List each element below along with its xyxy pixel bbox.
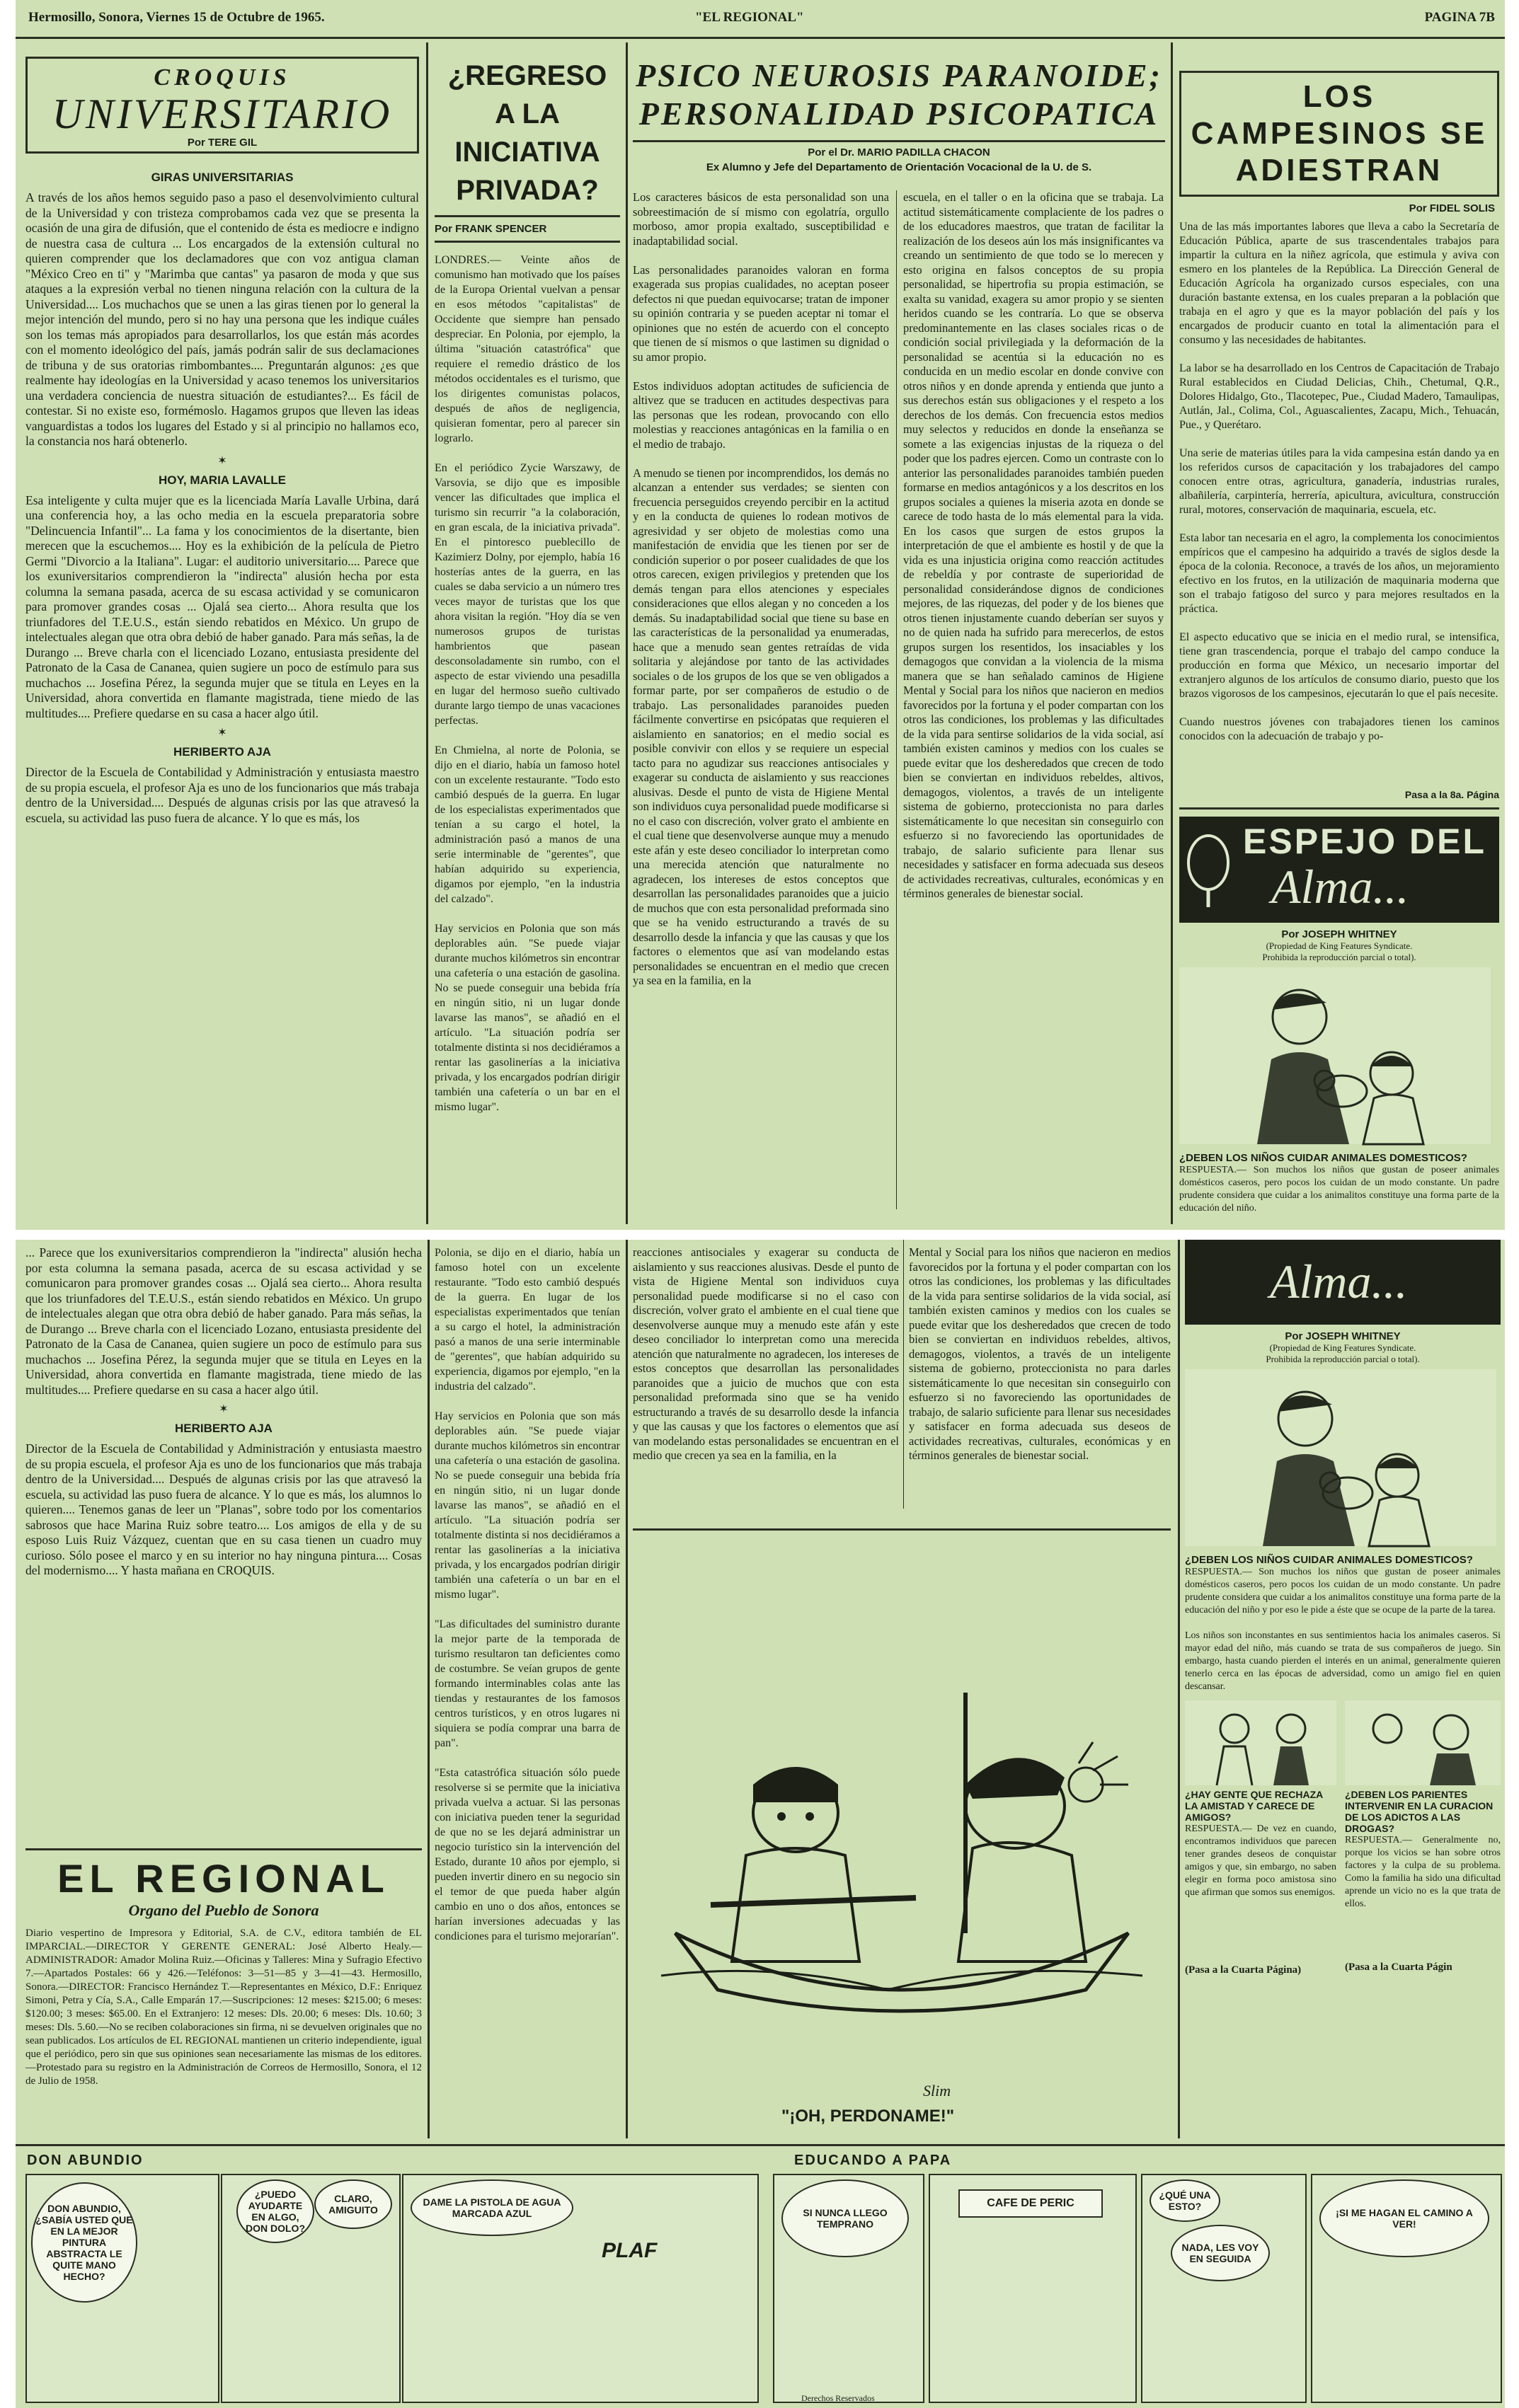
espejo-question-3: ¿DEBEN LOS PARIENTES INTERVENIR EN LA CURACION DE LOS ADICTOS A LAS DROGAS? — [1345, 1789, 1494, 1834]
speech-bubble: NADA, LES VOY EN SEGUIDA — [1171, 2225, 1270, 2281]
star-divider: ✶ — [217, 454, 227, 467]
regreso-title: ¿REGRESO A LA INICIATIVA PRIVADA? — [447, 60, 607, 206]
father-boy-dog-illustration — [1185, 1369, 1496, 1546]
header-paper-name: "EL REGIONAL" — [695, 10, 804, 25]
father-boy-dog-illustration — [1179, 967, 1491, 1144]
regreso-continuation — [435, 1245, 620, 2137]
speech-bubble: ¡SI ME HAGAN EL CAMINO A VER! — [1319, 2179, 1489, 2257]
boat-hunters-illustration — [633, 1537, 1171, 2075]
espejo-question: ¿DEBEN LOS NIÑOS CUIDAR ANIMALES DOMESTICOS? — [1179, 1152, 1467, 1164]
espejo-answer: RESPUESTA.— Son muchos los niños que gustan de poseer animales domésticos caseros, pero pocos los cuidan de un modo constante. Un padre prudente considera que cuidar a los animalitos constituye una forma parte de la educación del niño. — [1179, 1165, 1502, 1214]
section-rule — [633, 1528, 1171, 1531]
espejo-banner — [1179, 817, 1499, 923]
column-rule — [626, 1240, 628, 2138]
croquis-text-3: Director de la Escuela de Contabilidad y Administración y entusiasta maestro de su propia escuela, el profesor Aja es uno de los funcionarios que más trabaja dentro de la Universidad.... Después de algunas crisis por las que atravesó la escuela, su actividad las puso fuera de alcance. Y lo que es más, los — [25, 765, 423, 825]
croquis-byline: Por TERE GIL — [187, 137, 258, 149]
column-rule — [903, 1240, 904, 1509]
newspaper-page-top — [16, 0, 1505, 1230]
psico-cont-b: Mental y Social para los niños que nacieron en medios favorecidos por la fortuna y el poder compartan con los otros las condiciones, los problemas y las dificultades de la vida para sentirse solidarios de la vida social, así también existen caminos y medios con los cuales se puede evitar que los desheredados que crecen de todo bien se conviertan en individuos rebeldes, altivos, demagogos, violentos, a través de un inteligente sistema de gobierno, proteccionista no para darles sistemáticamente lo que necesitan sin conseguirlo con esfuerzo si no favoreciendo las oportunidades de trabajo, de salario suficiente para llenar sus necesidades y satisfacer en forma adecuada sus deseos de actividades recreativas, culturales, económicas y en términos generales de bienestar social. — [909, 1245, 1174, 1462]
croquis-cont-end: Director de la Escuela de Contabilidad y Administración y entusiasta maestro de su propia escuela, el profesor Aja es uno de los funcionarios que más trabaja dentro de la Universidad.... Después de algunas crisis por las que atravesó la escuela, su actividad las puso fuera de alcance. Y lo que es más, los alumnos lo quieren.... Tenemos ganas de leer un "Planas", sobre todo por los comentarios sabrosos que hace Marina Ruiz sobre teatro.... Los amigos de ella y de su esposo Luis Ruiz Vázquez, cuentan que en su casa tienen un cuadro muy curioso. Sólo posee el marco y en su interior no hay ninguna pintura.... Cosas del modernismo.... Y hasta mañana en CROQUIS. — [25, 1441, 425, 1577]
espejo-pasa-2: (Pasa a la Cuarta Págin — [1345, 1961, 1452, 1973]
espejo-credit-2: Prohibida la reproducción parcial o total). — [1266, 1354, 1420, 1364]
espejo-pasa-1: (Pasa a la Cuarta Página) — [1185, 1964, 1302, 1976]
campesinos-header-box — [1179, 71, 1499, 197]
speech-bubble: DON ABUNDIO, ¿SABÍA USTED QUE EN LA MEJOR PINTURA ABSTRACTA LE QUITE MANO HECHO? — [31, 2182, 137, 2303]
espejo-answer-3: RESPUESTA.— Generalmente no, porque los vicios se han sobre otros factores y la culpa de su problema. Como la familia ha sido una dificultad aprende un vicio no es la que trata de ellos. — [1345, 1835, 1503, 1909]
espejo-q2-column — [1185, 1700, 1339, 2033]
espejo-word-2: Alma... — [1270, 1255, 1408, 1308]
regreso-column — [435, 57, 620, 1224]
section-rule — [1179, 807, 1499, 810]
family-illustration — [1345, 1700, 1501, 1785]
comics-rule — [16, 2144, 1505, 2146]
masthead-title: EL REGIONAL — [57, 1856, 390, 1901]
mirror-icon — [1183, 831, 1233, 909]
cartoonist-signature: Slim — [923, 2082, 951, 2099]
sound-effect: PLAF — [602, 2239, 658, 2262]
psico-continuation-b — [909, 1245, 1174, 1528]
star-divider: ✶ — [217, 727, 227, 739]
espejo-word-1: ESPEJO DEL — [1243, 822, 1486, 861]
byline-rule — [435, 241, 620, 243]
friends-illustration — [1185, 1700, 1336, 1785]
comic-panel-3 — [402, 2174, 759, 2403]
espejo-byline: Por JOSEPH WHITNEY — [1281, 928, 1397, 940]
regreso-byline: Por FRANK SPENCER — [435, 223, 547, 235]
comic-panel-6 — [1141, 2174, 1307, 2403]
page-header — [16, 0, 1505, 39]
regreso-cont-text: Polonia, se dijo en el diario, había un famoso hotel con un excelente restaurante. "Todo esto cambió después de la guerra. En lugar de los especialistas experimentados que tenían a su cargo el hotel, la administración pasó a manos de una serie interminable de "gerentes", que habían adquirido su experiencia, digamos por ejemplo, "en la industria del calzado". Hay servicios en Polonia que son más deplorables aún. "Se puede viajar durante muchos kilómetros sin encontrar una cafetería o una estación de gasolina. No se puede conseguir una bebida fría en ningún sitio, ni un lugar donde lavarse las manos", se añadió en el artículo. "La situación podría ser totalmente distinta si nos decidiéramos a rentar las gasolinerías a la iniciativa privada, y los encargados podrían dirigir también una cafetería o un bar en el mismo lugar". "Las dificultades del suministro durante la mejor parte de la temporada de turismo resultaron tan deficientes como de costumbre. Se veían grupos de gente formando interminables colas ante las tiendas y restaurantes de los famosos centros turísticos, y en otros lugares ni siquiera se podía comprar una barra de pan". "Esta catastrófica situación sólo puede resolverse si se permite que la iniciativa privada vuelva a actuar. Si las personas con iniciativa pueden tener la seguridad de que no se les dejará administrar un negocio turístico sin la intervención del Estado, durante 10 años por ejemplo, si pueden invertir dinero en su negocio sin el temor de que pueda haber algún cambio en uno o dos años, entonces se harían inversiones adecuadas y las condiciones para el turismo mejorarían". — [435, 1247, 620, 1942]
comic-panel-5 — [929, 2174, 1137, 2403]
campesinos-text: Una de las más importantes labores que lleva a cabo la Secretaría de Educación Pública, aparte de sus trascendentales trabajos para impartir la cultura en la niñez agrícola, que estimula y aviva con esmero en los planteles de la República. La Dirección General de Educación Agrícola ha organizado cursos especiales, con una duración bastante extensa, en los cuales preparan a la población que trabaja en el agro y que es la mayor población del país y los encargados de producir cuanto en total la alimentación para el consumo y las necesidades de habitantes. La labor se ha desarrollado en los Centros de Capacitación de Trabajo Rural establecidos en Ciudad Delicias, Chih., Chetumal, Q.R., Dolores Hidalgo, Gto., Tlacotepec, Pue., Ciudad Madero, Tamaulipas, Autlán, Jal., Colima, Col., Aguascalientes, Zacapu, Mich., Tehuacán, Pue., y Querétaro. Una serie de materias útiles para la vida campesina están dando ya en los referidos cursos de capacitación y los trabajadores del campo conocen entre otras, agricultura, ganadería, industrias rurales, albañilería, carpintería, herrería, apicultura, avicultura, construcción rural, motores, conservación de maquinaria, escuela, etc. Esta labor tan necesaria en el agro, la complementa los conocimientos empíricos que el campesino ha adquirido a través de siglos desde la época de la colonia. Reconoce, a través de los años, un mejoramiento efectivo en los frutos, en la utilización de maquinaria moderna que son el trabajo fatigoso del surco y para mejores resultados en la práctica. El aspecto educativo que se inicia en el medio rural, se intensifica, tiene gran trascendencia, porque el trabajo del campo conduce la producción en forma que México, un necesario importar del extranjero algunos de los artículos de consumo diario, puesto que los brazos vigorosos de los campesinos, ejecutarán lo que el país necesite. Cuando nuestros jóvenes con trabajadores tienen los caminos conocidos con la adecuación de trabajo y po- — [1179, 221, 1499, 742]
column-rule — [626, 42, 628, 1224]
comic-title-educando-a-papa: EDUCANDO A PAPA — [794, 2153, 952, 2168]
croquis-subhead-2: HOY, MARIA LAVALLE — [158, 473, 287, 487]
psico-byline-2: Ex Alumno y Jefe del Departamento de Orientación Vocacional de la U. de S. — [706, 161, 1092, 173]
comic-panel-1 — [25, 2174, 219, 2403]
cartoon-caption: "¡OH, PERDONAME!" — [781, 2107, 955, 2126]
espejo-banner — [1185, 1240, 1501, 1325]
psico-cont-a: reacciones antisociales y exagerar su conducta de aislamiento y sus reacciones alusivas. Desde el punto de vista de Higiene Mental son individuos cuya personalidad puede modificarse si no el caso con discreción, volver grato el ambiente en el cual tiene que desenvolverse aunque muy a menudo este afán y este deseo conciliador lo interpretan como una merecida atención que naturalmente no agradecen, los intereses de estos conceptos que desarrollan las personalidades paranoides que a juicio de muchos que con esta personalidad preformada sino que se ha venido estructurando a través de su desarrollo desde la infancia y que las causas y que los factores o elementos que así van modelando estas personalidades se encuentran en el medio que crecen ya sea en la familia, en la — [633, 1245, 902, 1462]
psico-title: PSICO NEUROSIS PARANOIDE; PERSONALIDAD PSICOPATICA — [636, 57, 1162, 132]
speech-bubble: CLARO, AMIGUITO — [314, 2179, 392, 2229]
espejo-answer-2: RESPUESTA.— De vez en cuando, encontramos individuos que parecen tener grandes deseos de conquistar amigos y que, sin embargo, no saben elegir en forma poco amistosa sino que afirman que somos sus enemigos. — [1185, 1824, 1339, 1898]
croquis-header-box — [25, 57, 419, 154]
croquis-text-2: Esa inteligente y culta mujer que es la licenciada María Lavalle Urbina, dará una conferencia hoy, a las ocho media en la escuela preparatoria sobre "Delincuencia Infantil"... La fama y los conocimientos de la disertante, bien merecen que la escuchemos.... Hoy es la exhibición de la película de Pietro Germi "Divorcio a la Italiana". Lugar: el auditorio universitario.... Parece que los exuniversitarios comprendieron la "indirecta" alusión hecha por esta columna la semana pasada, acerca de su escasa actividad y se comunicaron para promover grandes cosas ... Ojalá sea cierto... Ahora resulta que los triunfadores del T.E.U.S., están siendo rebatidos en México. Un grupo de intelectuales alegan que otra obra debió de haber ganado. Para más señas, la de Durango ... Breve charla con el licenciado Lozano, entusiasta presidente del Patronato de la Casa de Cananea, quien sugiere un poco de estímulo para sus muchachos ... Josefina Pérez, la segunda mujer que se titula en Leyes en la Universidad, ahora convertida en flamante magistrada, tiene miedo de las multitudes.... Prefiere quedarse en su casa a hacer algo útil. — [25, 492, 423, 720]
campesinos-continue: Pasa a la 8a. Página — [1404, 789, 1499, 800]
espejo-lower — [1185, 1700, 1501, 2033]
speech-bubble: ¿PUEDO AYUDARTE EN ALGO, DON DOLO? — [236, 2179, 314, 2243]
espejo-q3-column — [1345, 1700, 1501, 2033]
masthead-text: Diario vespertino de Impresora y Editorial, S.A. de C.V., editora también de EL IMPARCIAL.—DIRECTOR Y GERENTE GENERAL: José Alberto Healy.—ADMINISTRADOR: Amador Molina Ruiz.—Oficinas y Talleres: Mina y Sufragio Efectivo 7.—Apartados Postales: 66 y 426.—Teléfonos: 3—51—85 y 3—41—43. Hermosillo, Sonora.—DIRECTOR: Francisco Hernández T.—Representantes en México, D.F.: Enriquez Simoni, Petra y Cía, S.A., Calle Emparán 17.—Suscripciones: 12 meses: $215.00; 6 meses: $120.00; 3 meses: $65.00. En el Extranjero: 12 meses: Dls. 20.00; 6 meses: Dls. 10.60; 3 meses: Dls. 5.60.—No se reciben colaboraciones sin firma, ni se devuelven originales que no sean publicados. Los artículos de EL REGIONAL mantienen un criterio independiente, igual que el periódico, pero sin que sus opiniones sean necesariamente las mismas de los editores.—Protestado para su registro en la Administración de Correos de Hermosillo, Sonora, el 12 de Julio de 1958. — [25, 1928, 425, 2087]
psico-text-b: escuela, en el taller o en la oficina que se trabaja. La actitud sistemáticamente complaciente de los padres o de los educadores maestros, que tratan de facilitar la realización de los deseos aún los más insignificantes va creando un sentimiento de que todo se lo merecen y esto origina en falsos conceptos de su propia personalidad, se hipertrofia su propia estimación, se exalta su vanidad, exagera su amor propio y se sienten heridos cuando se les contraría. Lo que se observa predominantemente en las clases sociales ricas o de condición social privilegiada y la deformación de la personalidad se acentúa si la educación no es conducida en un medio escolar en donde convive con otros niños y en donde aprenda y entienda que junto a sus derechos están sus obligaciones y el respeto a los derechos de los demás. Con frecuencia estos medios muy selectos y reducidos en donde la enseñanza se somete a las exigencias injustas de la riqueza o del poder que los padres ejercen. Como un contraste con lo anterior las personalidades paranoides también pueden formarse en medios antagónicos y a los descritos en los grupos sociales a quienes la miseria azota en donde se carece de todo hasta de lo más elemental para la vida. En los casos que surgen de estos grupos la interpretación de que el ambiente es hostil y de que la vida es una injusticia origina como reacción actitudes de rebeldía y por contraste de superioridad de personalidad considerándose dignos de condiciones mejores, de las riquezas, del poder y de los bienes que otros tienen injustamente cuando deberían ser suyos y no de quien nada ha sufrido para merecerlos, de estos grupos surgen los resentidos, los insaciables y los demagogos que convidan a la violencia de la misma manera que se han señalado caminos de Higiene Mental y Social para los niños que nacieron en medios favorecidos por la fortuna y el poder compartan con los otros las condiciones, los problemas y las dificultades de la vida para sentirse solidarios de la vida social, así también existen caminos y medios con los cuales se puede evitar que los desheredados que crecen de todo bien se conviertan en individuos rebeldes, altivos, demagogos, violentos, a través de un inteligente sistema de gobierno, proteccionista no para darles sistemáticamente lo que necesitan sin conseguirlo con esfuerzo si no favoreciendo las oportunidades de trabajo, de salario suficiente para llenar sus necesidades y satisfacer en forma adecuada sus deseos de actividades recreativas, culturales, económicas y en términos generales de bienestar social. — [903, 190, 1167, 900]
column-rule — [896, 190, 897, 1209]
column-rule — [1178, 1240, 1180, 2138]
espejo-column — [1185, 1240, 1501, 2138]
header-dateline: Hermosillo, Sonora, Viernes 15 de Octubre de 1965. — [28, 10, 325, 25]
espejo-byline: Por JOSEPH WHITNEY — [1285, 1330, 1401, 1342]
croquis-title: UNIVERSITARIO — [52, 91, 393, 137]
psico-continuation-a — [633, 1245, 902, 1528]
column-rule — [428, 1240, 430, 2138]
comic-panel-7 — [1311, 2174, 1502, 2403]
cafe-sign: CAFE DE PERIC — [958, 2189, 1103, 2218]
comic-title-don-abundio: DON ABUNDIO — [27, 2153, 144, 2168]
title-rule — [633, 140, 1165, 142]
croquis-cont-text: ... Parece que los exuniversitarios comprendieron la "indirecta" alusión hecha por esta columna la semana pasada, acerca de su escasa actividad y se comunicaron para promover grandes cosas ... Ojalá sea cierto... Ahora resulta que los triunfadores del T.E.U.S., están siendo rebatidos en México. Un grupo de intelectuales alegan que otra obra debió de haber ganado. Para más señas, la de Durango ... Breve charla con el licenciado Lozano, entusiasta presidente del Patronato de la Casa de Cananea, quien sugiere un poco de estímulo para sus muchachos ... Josefina Pérez, la segunda mujer que se titula en Leyes en la Universidad, ahora convertida en flamante magistrada, tiene miedo de las multitudes.... Prefiere quedarse en su casa a hacer algo útil. — [25, 1245, 425, 1397]
espejo-word-2: Alma... — [1271, 860, 1409, 914]
croquis-column — [25, 57, 423, 1224]
header-page-number: PAGINA 7B — [1424, 10, 1495, 25]
regreso-text: LONDRES.— Veinte años de comunismo han motivado que los países de la Europa Oriental vuelvan a pensar en esos métodos "capitalistas" de Occidente que siempre han pensado despreciar. En Polonia, por ejemplo, la última "situación catastrófica" que requiere el remedio drástico de los métodos occidentales es el turismo, que los dirigentes comunistas polacos, después de años de negligencia, quisieran fomentar, pero al parecer sin lograrlo. En el periódico Zycie Warszawy, de Varsovia, se dijo que es imposible vencer las dificultades que implica el turismo sin recurrir "a la colaboración, en gran escala, de la iniciativa privada". En el pintoresco pueblecillo de Kazimierz Dolny, por ejemplo, había 16 hosterías antes de la guerra, en las cuales se daba servicio a un número tres veces mayor de turistas que los que ahora visitan la región. "Hoy día se ven numerosos grupos de turistas hambrientos que pasean desconsoladamente sin rumbo, con el aspecto de estar viviendo una pesadilla en lugar del hermoso sueño cultivado durante largo tiempo de unas vacaciones perfectas. En Chmielna, al norte de Polonia, se dijo en el diario, había un famoso hotel con un excelente restaurante. "Todo esto cambió después de la guerra. En lugar de los especialistas experimentados que tenían a su cargo el hotel, la administración pasó a manos de una serie interminable de "gerentes", que habían adquirido su experiencia, digamos por ejemplo, "en la industria del calzado". Hay servicios en Polonia que son más deplorables aún. "Se puede viajar durante muchos kilómetros sin encontrar una cafetería o una estación de gasolina. No se puede conseguir una bebida fría en ningún sitio, ni un lugar donde lavarse las manos", se añadió en el artículo. "La situación podría ser totalmente distinta si nos decidiéramos a rentar las gasolinerías a la iniciativa privada, y los encargados podrían dirigir también una cafetería o un bar en el mismo lugar". — [435, 254, 620, 1113]
croquis-cont-subhead: HERIBERTO AJA — [175, 1422, 273, 1435]
campesinos-title: LOS CAMPESINOS SE ADIESTRAN — [1191, 79, 1488, 188]
section-rule — [25, 1848, 422, 1850]
cartoon-panel — [633, 1537, 1171, 2131]
espejo-credit-1: (Propiedad de King Features Syndicate. — [1269, 1342, 1416, 1353]
speech-bubble: SI NUNCA LLEGO TEMPRANO — [781, 2179, 909, 2257]
croquis-subhead-3: HERIBERTO AJA — [173, 745, 271, 759]
masthead-subtitle: Organo del Pueblo de Sonora — [128, 1901, 319, 1919]
speech-bubble: ¿QUÉ UNA ESTO? — [1150, 2179, 1220, 2222]
speech-bubble: DAME LA PISTOLA DE AGUA MARCADA AZUL — [411, 2179, 573, 2236]
campesinos-byline: Por FIDEL SOLIS — [1409, 202, 1495, 214]
croquis-kicker: CROQUIS — [154, 64, 291, 91]
croquis-subhead-1: GIRAS UNIVERSITARIAS — [151, 171, 294, 184]
comic-panel-4 — [773, 2174, 924, 2403]
espejo-answer: RESPUESTA.— Son muchos los niños que gustan de poseer animales domésticos caseros, pero pocos los cuidan de un modo constante. Un padre prudente considera que cuidar a los animalitos constituye una forma parte de la educación del niño y por eso le pide a éste que se ocupe de la parte de la tarea. Los niños son inconstantes en sus sentimientos hacia los animales caseros. Si mayor edad del niño, más cuando se trata de sus compañeros de juego. Sin embargo, hasta cuando pierden el interés en un animal, generalmente quieren tenerlo cerca en las épocas de adversidad, como un amigo fiel en quien descansar. — [1185, 1567, 1501, 1692]
croquis-text-1: A través de los años hemos seguido paso a paso el desenvolvimiento cultural de la Universidad y con tristeza comprobamos cada vez que se presenta la ocasión de una gira de difusión, que el contenido de ésta es mediocre e indigno de nuestra casa de cultura ... Los encargados de la extensión cultural no quieren comprender que los declamadores que con voz antigua claman "México Creo en ti" y "Marimba que cantas" ya pasaron de moda y que sus ataques a la expresión verbal no tienen ninguna relación con la cultura de la Universidad.... Los muchachos que se unen a las giras tienen por lo general la mejor intención del mundo, pero si no hay una persona que les indique cuáles son los temas más apropiados para desarrollarlos, los que están más acordes con el momento ideológico del país, jamás podrán salir de sus declamaciones de tribuna y de sus oratorias rimbombantes.... Preguntarán algunos: ¿es que realmente hay ideologías en la Universidad y acaso tenemos los universitarios una verdadera conciencia de nuestra situación de estudiantes?... Es fácil de contestar. Si no existe eso, formémoslo. Hagamos grupos que lleven las ideas vanguardistas a todos los lugares del Estado y si al principio no hallamos eco, la constancia nos hará obtenerlo. — [25, 190, 423, 448]
campesinos-column — [1179, 71, 1502, 1217]
espejo-question-2: ¿HAY GENTE QUE RECHAZA LA AMISTAD Y CARECE DE AMIGOS? — [1185, 1789, 1323, 1823]
psico-text-a: Los caracteres básicos de esta personalidad son una sobreestimación de sí mismo con egolatría, orgullo morboso, amor propia exaltado, susceptibilidad e inadaptabilidad social. Las personalidades paranoides valoran en forma exagerada sus propias cualidades, no aceptan poseer defectos ni que puedan equivocarse; tratan de imponer su opinión contraria y se pueden aceptar ni tomar el opiniones que no estén de acuerdo con el concepto que tienen de sí mismos o que lastimen su dignidad o su amor propio. Estos individuos adoptan actitudes de suficiencia de altivez que se traducen en actitudes despectivas para las personas que les rodean, provocando con ello molestias y reacciones antagónicas en la familia o en el medio de trabajo. A menudo se tienen por incomprendidos, los demás no alcanzan a entender sus verdades; se sienten con frecuencia perseguidos creyendo percibir en la actitud y en la conducta de quienes lo rodean motivos de agresividad y ser objeto de molestias como una manifestación de envidia que les tienen por ser de condición superior o por poseer cualidades de que los otros carecen, exigen privilegios y pretenden que los demás tengan para ellos atenciones y especiales consideraciones que ellos alegan y no conceden a los demás. Su inadaptabilidad social que tiene su base en las características de la personalidad ya enumeradas, hace que a menudo sean gentes retraídas de vida solitaria y alejándose por tanto de las actividades sociales o de los grupos de los que se ven obligados a formar parte, por ser compañeros de estudio o de trabajo. Las personalidades paranoides pueden fácilmente convertirse en psicópatas que requieren el aislamiento en sanatorios; en el medio social es posible convivir con ellos y se requiere un especial tacto para no agudizar sus reacciones antisociales y exagerar su conducta de aislamiento y sus reacciones alusivas. Desde el punto de vista de Higiene Mental son individuos cuya personalidad puede modificarse si no el caso con discreción, volver grato el ambiente en el cual tiene que desenvolverse aunque muy a menudo este afán y este deseo conciliador lo interpretan como una merecida atención que naturalmente no agradecen, los intereses de estos conceptos que desarrollan las personalidades paranoides que a juicio de muchos que con esta personalidad preformada sino que se ha venido estructurando a través de su desarrollo desde la infancia y que las causas y que los factores o elementos que así van modelando estas personalidades se encuentran en el medio que crecen ya sea en la familia, en la — [633, 190, 889, 987]
espejo-question: ¿DEBEN LOS NIÑOS CUIDAR ANIMALES DOMESTICOS? — [1185, 1554, 1473, 1566]
title-rule — [435, 215, 620, 217]
star-divider: ✶ — [219, 1403, 229, 1415]
comic-panel-2 — [221, 2174, 401, 2403]
psico-byline: Por el Dr. MARIO PADILLA CHACON — [808, 146, 990, 159]
newspaper-page-bottom — [16, 1240, 1505, 2408]
column-rule — [1171, 42, 1173, 1224]
column-rule — [426, 42, 428, 1224]
comic-copyright: Derechos Reservados — [801, 2393, 875, 2403]
psico-article — [633, 57, 1165, 1224]
espejo-credit-2: Prohibida la reproducción parcial o total). — [1262, 952, 1416, 962]
espejo-credit-1: (Propiedad de King Features Syndicate. — [1266, 940, 1413, 951]
